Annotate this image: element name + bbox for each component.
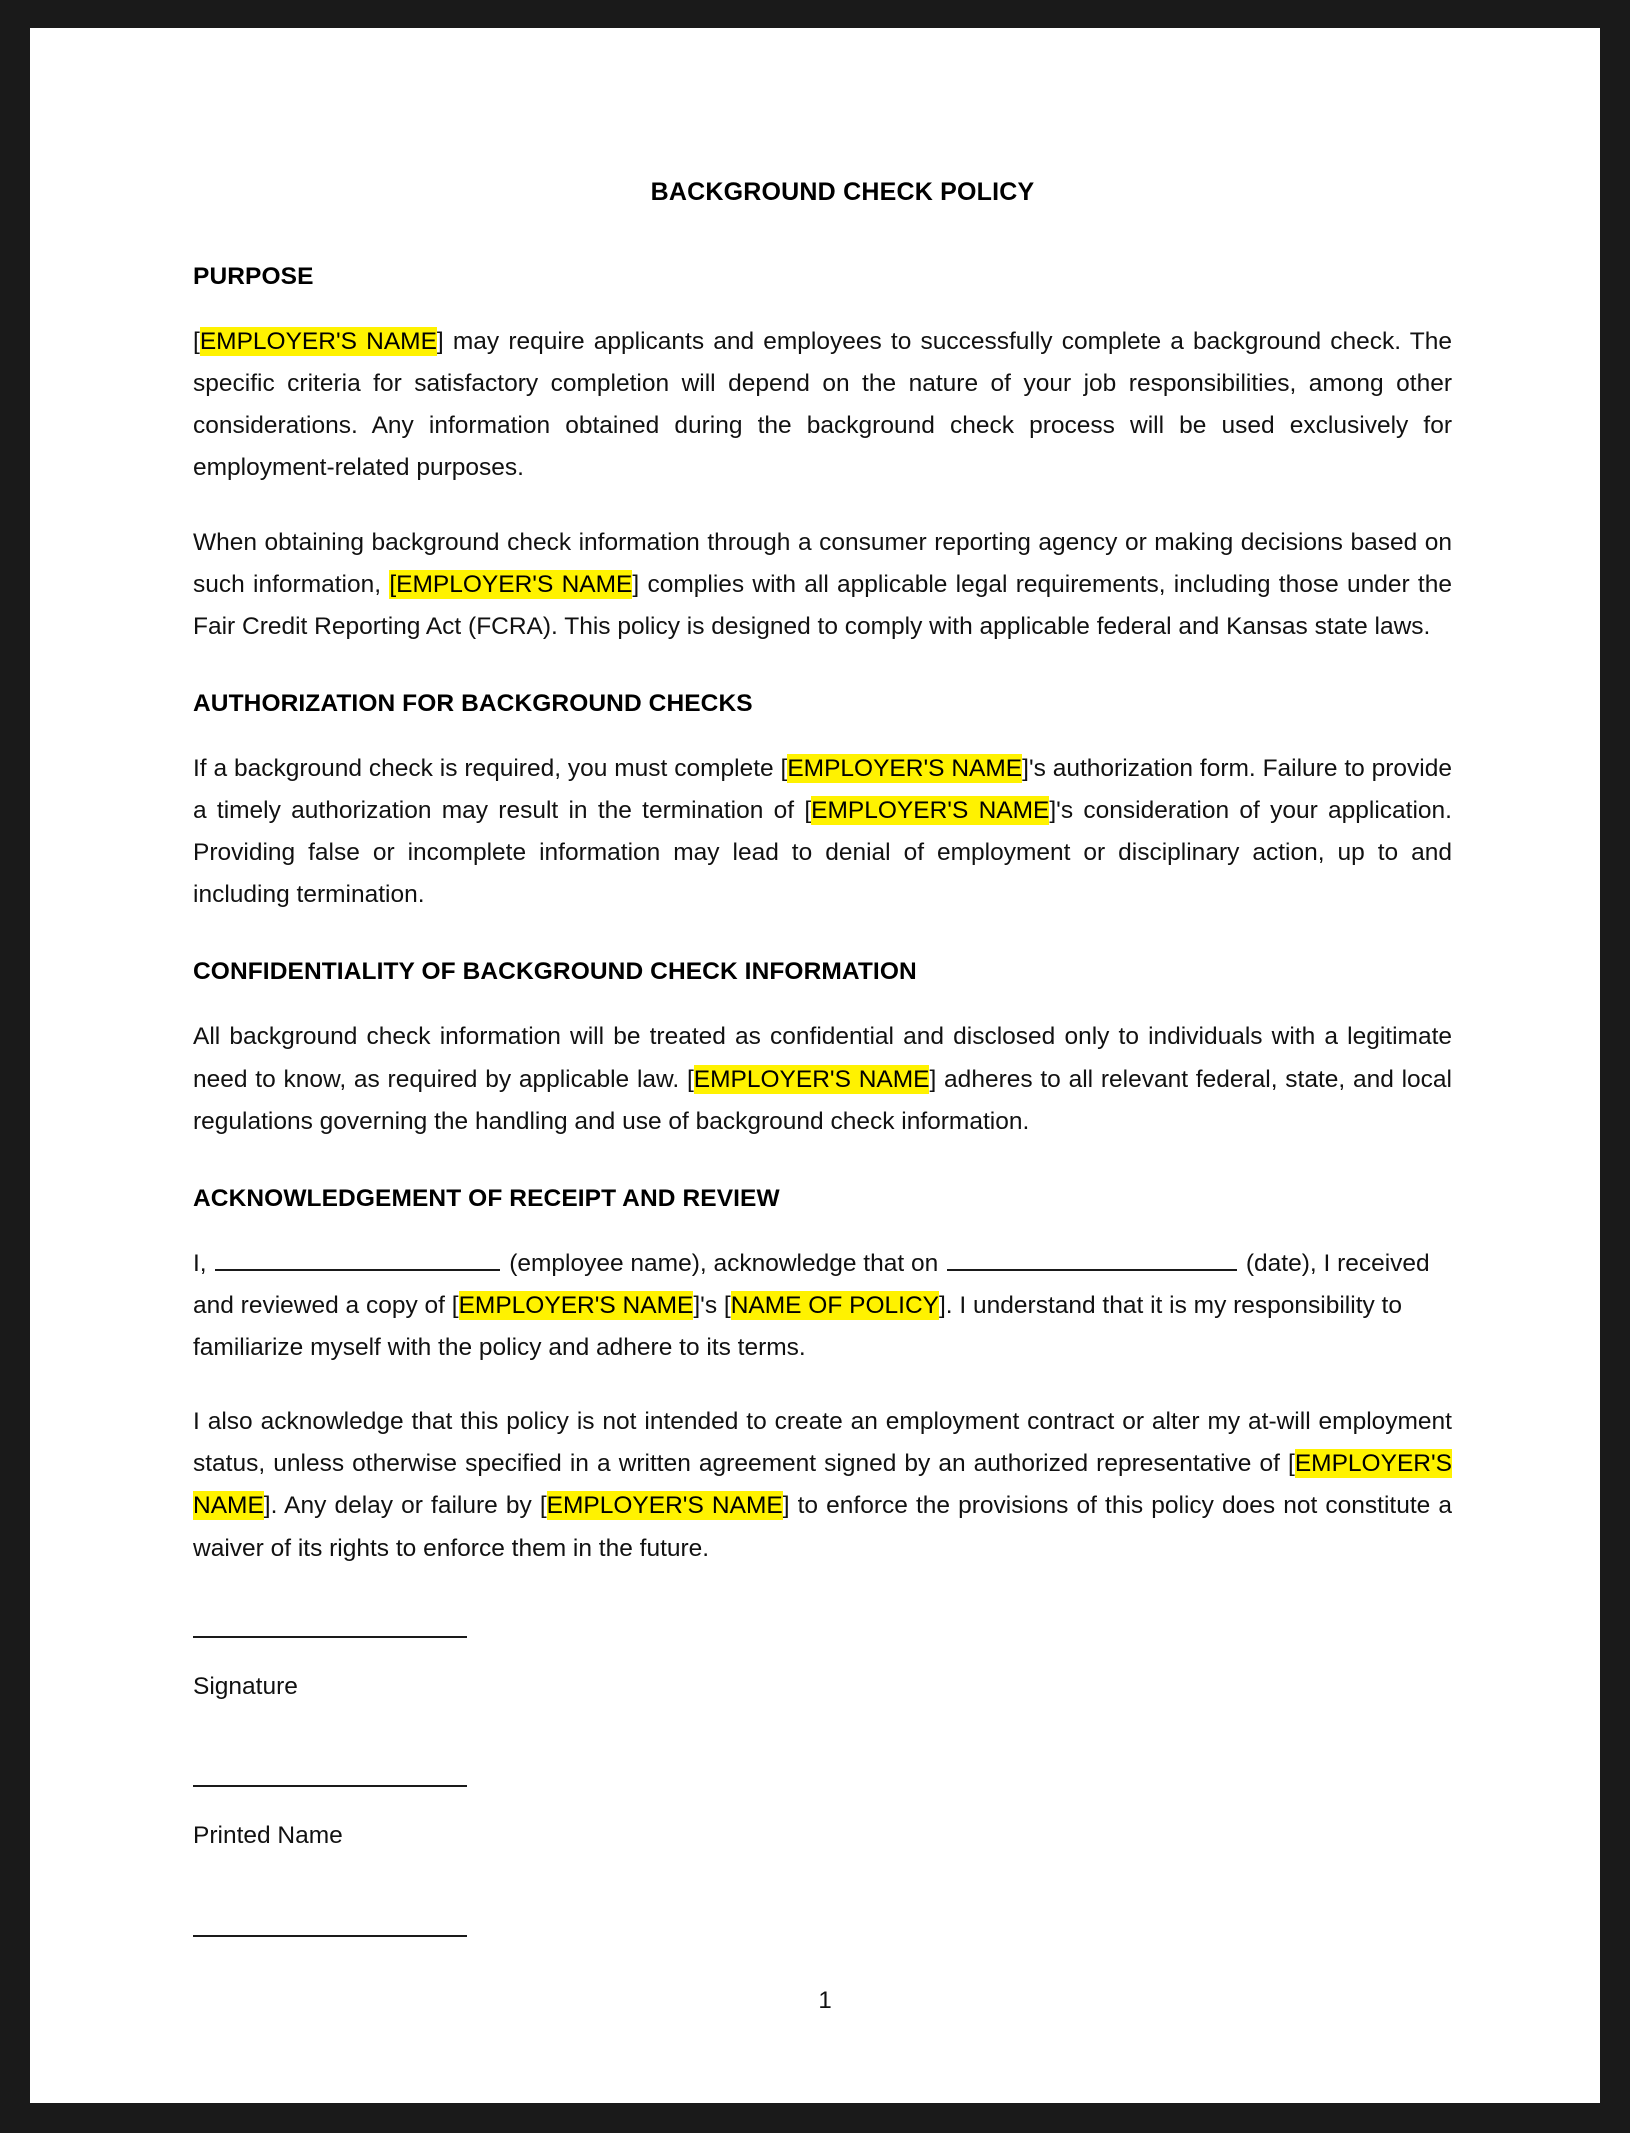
paragraph-purpose-1 bbox=[193, 321, 1452, 490]
highlight-employer-name: EMPLOYER'S NAME bbox=[458, 1291, 694, 1319]
paragraph-text: ] may require applicants and employees to successfully complete a background check. The specific criteria for satisfactory completion will depend on the nature of your job responsibilities, among other considerations. Any information obtained during the background check process will be used exclusively for employment-related purposes. bbox=[193, 328, 1452, 482]
printed-name-label: Printed Name bbox=[193, 1822, 343, 1850]
paragraph-confidentiality-1 bbox=[193, 1016, 1452, 1142]
signature-label: Signature bbox=[193, 1672, 298, 1700]
date-line[interactable] bbox=[193, 1935, 467, 1937]
paragraph-text: ]'s authorization form. Failure to provide a timely authorization may result in the termination of [ bbox=[193, 754, 1452, 824]
section-heading-purpose: PURPOSE bbox=[193, 263, 314, 290]
highlight-employer-name: EMPLOYER'S NAME bbox=[546, 1492, 783, 1520]
document-page bbox=[30, 28, 1600, 2103]
page-number: 1 bbox=[818, 1987, 832, 2014]
highlight-employer-name: EMPLOYER'S NAME bbox=[693, 1065, 930, 1093]
signature-block bbox=[193, 1636, 1452, 1937]
section-heading-confidentiality: CONFIDENTIALITY OF BACKGROUND CHECK INFORMATION bbox=[193, 958, 917, 986]
highlight-employer-name: EMPLOYER'S NAME bbox=[787, 754, 1023, 782]
paragraph-text: (employee name), acknowledge that on bbox=[502, 1249, 946, 1277]
bracket-open: [ bbox=[193, 328, 200, 355]
printed-name-line[interactable] bbox=[193, 1785, 467, 1787]
paragraph-text: ] to enforce the provisions of this policy does not constitute a waiver of its rights to enforce them in the future. bbox=[193, 1492, 1452, 1562]
highlight-employer-name: EMPLOYER'S NAME bbox=[199, 328, 437, 355]
paragraph-acknowledgement-2 bbox=[193, 1401, 1452, 1570]
paragraph-authorization-1 bbox=[193, 748, 1452, 917]
highlight-policy-name: NAME OF POLICY bbox=[730, 1291, 939, 1319]
paragraph-text: I also acknowledge that this policy is not intended to create an employment contract or alter my at-will employment status, unless otherwise specified in a written agreement signed by an authorized representative of [ bbox=[193, 1408, 1452, 1478]
paragraph-text: ]'s consideration of your application. Providing false or incomplete information may lead to denial of employment or disciplinary action, up to and including termination. bbox=[193, 797, 1452, 909]
highlight-employer-name: EMPLOYER'S NAME bbox=[811, 797, 1050, 824]
signature-line[interactable] bbox=[193, 1636, 467, 1638]
page-title: BACKGROUND CHECK POLICY bbox=[650, 178, 1035, 206]
paragraph-text: ]. Any delay or failure by [ bbox=[263, 1492, 547, 1520]
paragraph-text: All background check information will be treated as confidential and disclosed only to individuals with a legitimate need to know, as required by applicable law. [ bbox=[193, 1023, 1452, 1093]
paragraph-text: (date), I received and reviewed a copy of [ bbox=[193, 1249, 1430, 1319]
employee-name-blank[interactable] bbox=[215, 1245, 500, 1270]
paragraph-text: If a background check is required, you must complete [ bbox=[193, 754, 788, 782]
paragraph-acknowledgement-1 bbox=[193, 1243, 1452, 1369]
highlight-employer-name: [EMPLOYER'S NAME bbox=[389, 570, 633, 598]
paragraph-text: ] adheres to all relevant federal, state, and local regulations governing the handling and use of background check information. bbox=[193, 1065, 1453, 1135]
section-heading-authorization: AUTHORIZATION FOR BACKGROUND CHECKS bbox=[193, 689, 753, 717]
paragraph-text: ]. I understand that it is my responsibility to familiarize myself with the policy and adhere to its terms. bbox=[193, 1291, 1402, 1361]
paragraph-text: ]'s [ bbox=[693, 1291, 731, 1319]
paragraph-text: When obtaining background check information through a consumer reporting agency or making decisions based on such information, bbox=[193, 528, 1452, 598]
paragraph-text: ] complies with all applicable legal requirements, including those under the Fair Credit Reporting Act (FCRA). This policy is designed to comply with applicable federal and Kansas state laws. bbox=[193, 570, 1452, 640]
section-heading-acknowledgement: ACKNOWLEDGEMENT OF RECEIPT AND REVIEW bbox=[193, 1184, 780, 1212]
paragraph-purpose-2 bbox=[193, 522, 1452, 648]
date-blank[interactable] bbox=[947, 1245, 1237, 1270]
highlight-employer-name: EMPLOYER'S NAME bbox=[193, 1450, 1452, 1520]
paragraph-text: I, bbox=[193, 1249, 214, 1277]
